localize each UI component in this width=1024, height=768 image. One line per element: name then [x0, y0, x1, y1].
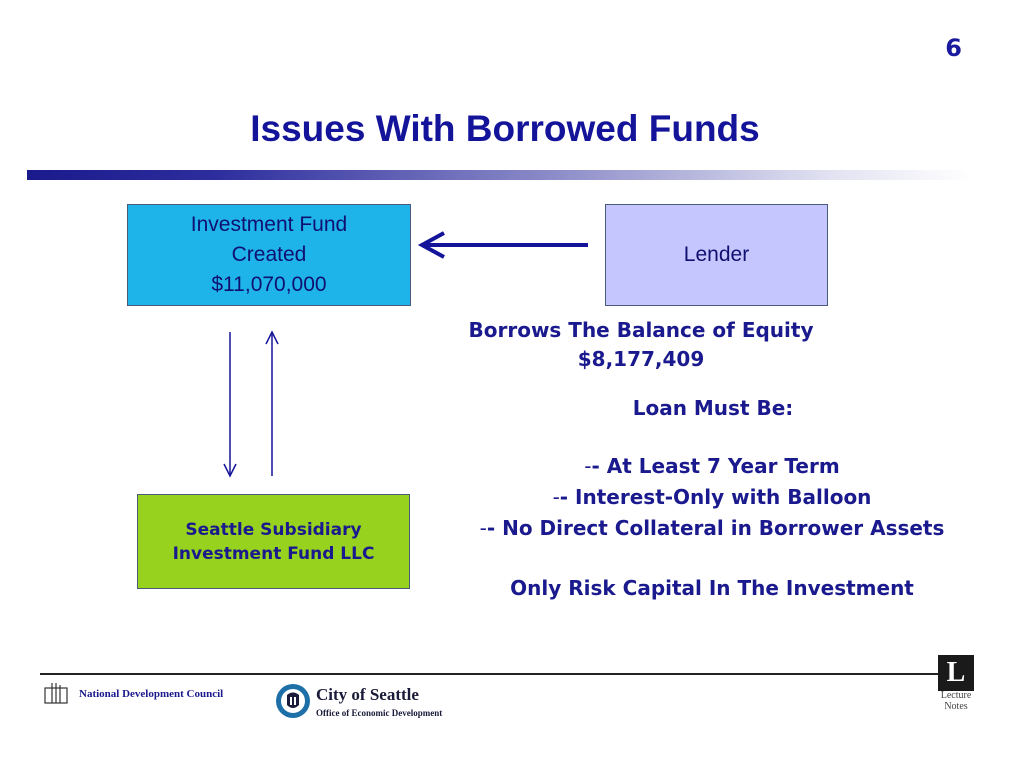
lecture-notes-label: [930, 690, 982, 712]
flow-arrows: [218, 328, 288, 480]
lecture-line1: Lecture: [940, 690, 972, 701]
left-arrow-icon: [410, 225, 600, 265]
requirement-text: - No Direct Collateral in Borrower Assets: [486, 516, 945, 540]
loan-requirement: [480, 485, 944, 509]
llc-box-line2: Investment Fund LLC: [172, 543, 375, 564]
requirement-dash: -: [584, 454, 592, 478]
requirement-text: - Interest-Only with Balloon: [559, 485, 872, 509]
fund-box-line1: Investment Fund: [190, 213, 348, 236]
lender-box: [605, 204, 828, 306]
ndc-logo-icon: [44, 682, 68, 704]
subsidiary-llc-box: [137, 494, 410, 589]
fund-box-amount: $11,070,000: [211, 273, 327, 296]
lecture-notes-icon: L: [938, 655, 974, 691]
up-arrow-icon: [266, 332, 278, 476]
lecture-line2: Notes: [944, 701, 968, 712]
title-rule: [27, 170, 972, 180]
ndc-label: National Development Council: [79, 688, 224, 700]
down-arrow-icon: [224, 332, 236, 476]
seattle-seal-icon: [275, 681, 311, 721]
slide-title: Issues With Borrowed Funds: [250, 108, 760, 149]
footer-rule: [40, 673, 938, 675]
lender-label: Lender: [683, 243, 750, 266]
borrow-statement: [420, 316, 862, 374]
office-label: Office of Economic Development: [316, 708, 443, 718]
loan-requirement: [508, 454, 916, 478]
llc-box-line1: Seattle Subsidiary: [185, 519, 362, 540]
loan-requirement: [432, 516, 992, 540]
risk-statement: Only Risk Capital In The Investment: [510, 576, 914, 600]
city-of-seattle-label: City of Seattle: [316, 685, 419, 704]
loan-heading: Loan Must Be:: [632, 396, 794, 420]
borrow-line: Borrows The Balance of Equity: [468, 318, 814, 342]
requirement-dash: -: [552, 485, 560, 509]
page-number: 6: [945, 34, 962, 62]
borrow-amount: $8,177,409: [577, 347, 705, 371]
requirement-text: - At Least 7 Year Term: [591, 454, 840, 478]
fund-box-line2: Created: [231, 243, 307, 266]
investment-fund-box: [127, 204, 411, 306]
requirement-dash: -: [479, 516, 487, 540]
